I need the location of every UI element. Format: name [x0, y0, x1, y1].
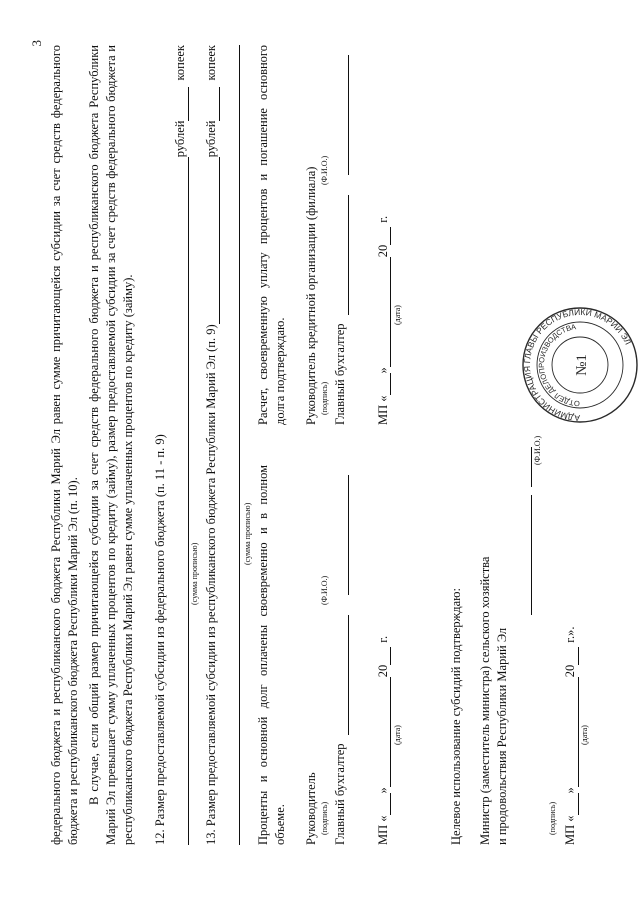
left-year-prefix: 20: [375, 664, 390, 678]
item-12-label-row: [152, 45, 169, 845]
minister-line-1: Министр (заместитель министра) сельского хозяйства: [477, 556, 492, 845]
minister-day-line: [564, 793, 579, 815]
right-mp-row: [375, 45, 402, 425]
paragraph-1: федерального бюджета и республиканского бюджета Республики Марий Эл равен сумме причитающейся субсидии за счет средств федерального бюджета и республиканского бюджета Республики Марий Эл (п. 10).: [49, 45, 80, 845]
minister-sign-caption: (подпись): [547, 801, 557, 835]
minister-sign-row: [517, 425, 542, 845]
left-accountant-fio-line: [334, 475, 349, 595]
item-13-extra-row: [225, 45, 240, 845]
right-intro: Расчет, своевременную уплату процентов и погашение основного долга подтверждаю.: [256, 45, 287, 425]
right-accountant-sign-line: [334, 195, 349, 315]
left-fio-caption: (Ф.И.О.): [319, 575, 329, 605]
right-accountant-row: [319, 45, 349, 425]
right-quote-close: »: [375, 367, 390, 374]
item-13-amount-line: [205, 157, 220, 324]
page-number: 3: [29, 40, 44, 47]
item-12-label: 12. Размер предоставляемой субсидии из федерального бюджета (п. 11 - п. 9): [153, 434, 167, 845]
minister-mp-label: МП «: [562, 815, 577, 845]
right-month-line: [376, 257, 391, 367]
minister-sign-line: [517, 495, 532, 615]
right-year-prefix: 20: [375, 244, 390, 258]
left-accountant-sign-line: [334, 615, 349, 735]
left-accountant-row: [319, 465, 349, 845]
minister-year-line: [564, 647, 579, 665]
right-signature-column: [255, 45, 402, 425]
item-13-extra-line: [225, 45, 240, 845]
left-sign-caption: (подпись): [319, 801, 329, 835]
right-accountant-label: Главный бухгалтер: [332, 323, 347, 425]
item-12-amount-line: [174, 157, 189, 845]
official-stamp: [520, 305, 640, 425]
stamp-inner-textpath: ОТДЕЛ ДЕЛОПРОИЗВОДСТВА: [536, 322, 581, 409]
item-13-kopecks: копеек: [204, 45, 218, 81]
left-accountant-label: Главный бухгалтер: [332, 743, 347, 845]
minister-fio-line: [517, 447, 532, 487]
minister-quote-close: »: [562, 787, 577, 794]
left-quote-close: »: [375, 787, 390, 794]
minister-year-suffix: г.».: [562, 626, 577, 643]
right-head-label: Руководитель кредитной организации (филиала): [303, 166, 318, 425]
left-date-caption: (дата): [392, 725, 402, 745]
minister-date-caption: (дата): [579, 725, 589, 745]
right-date-caption: (дата): [392, 305, 402, 325]
item-13-kopecks-line: [205, 87, 220, 121]
confirm-title: Целевое использование субсидий подтверждаю:: [449, 588, 463, 845]
left-day-line: [376, 793, 391, 815]
item-12-rubles: рублей: [173, 120, 187, 158]
minister-month-line: [564, 677, 579, 787]
right-year-suffix: г.: [375, 215, 390, 223]
left-head-label: Руководитель: [303, 772, 318, 845]
left-year-line: [376, 647, 391, 665]
right-accountant-fio-line: [334, 55, 349, 175]
minister-line-2: и продовольствия Республики Марий Эл: [494, 627, 509, 845]
minister-year-prefix: 20: [562, 664, 577, 678]
item-13-amount-row: [203, 45, 220, 845]
item-12-caption: (сумма прописью): [190, 542, 199, 605]
left-intro: Проценты и основной долг оплачены своевременно и в полном объеме.: [256, 465, 287, 845]
item-13-label: 13. Размер предоставляемой субсидии из республиканского бюджета Республики Марий Эл (п. 9): [204, 324, 218, 845]
left-year-suffix: г.: [375, 635, 390, 643]
right-day-line: [376, 373, 391, 395]
item-12-kopecks-line: [174, 87, 189, 121]
item-12-amount-row: [172, 45, 189, 845]
item-13-caption: (сумма прописью): [243, 502, 252, 565]
stamp-number: №1: [574, 354, 590, 376]
left-signature-column: [255, 465, 402, 845]
minister-fio-caption: (Ф.И.О.): [532, 435, 542, 465]
right-sign-caption: (подпись): [319, 381, 329, 415]
paragraph-2: В случае, если общий размер причитающейся субсидии за счет средств федерального бюджета и республиканского бюджета Республики Марий Эл превышает сумму уплаченных процентов по кредиту (займу), размер предоставляемой субсидии за счет средств федерального бюджета и республиканского бюджета Республики Марий Эл равен сумме уплаченных процентов по кредиту (займу).: [87, 45, 135, 845]
right-year-line: [376, 227, 391, 245]
item-12-kopecks: копеек: [173, 45, 187, 81]
right-fio-caption: (Ф.И.О.): [319, 155, 329, 185]
right-mp-label: МП «: [375, 395, 390, 425]
left-month-line: [376, 677, 391, 787]
left-mp-row: [375, 465, 402, 845]
stamp-outer-textpath: АДМИНИСТРАЦИЯ ГЛАВЫ РЕСПУБЛИКИ МАРИЙ ЭЛ: [521, 306, 634, 424]
item-13-rubles: рублей: [204, 120, 218, 158]
left-mp-label: МП «: [375, 815, 390, 845]
